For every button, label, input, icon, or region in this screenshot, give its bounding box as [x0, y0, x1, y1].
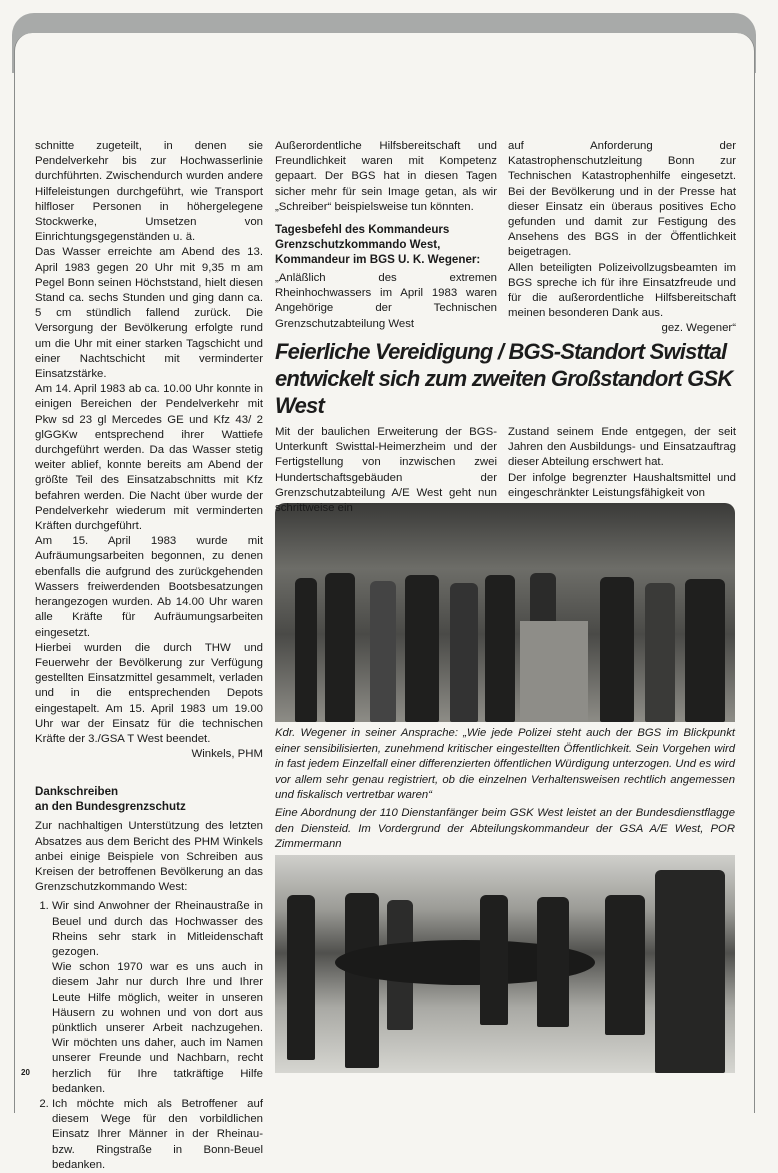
- paragraph: Das Wasser erreichte am Abend des 13. April 1983 gegen 20 Uhr mit 9,35 m am Pegel Bonn seinen Höchststand, hielt diesen Stand ca. sechs Stunden und ging dann ca. 5 cm stündlich fallend zurück. Die Versorgung der Bevölkerung erfolgte rund um die Uhr mit einer starken Tagschicht und einer Nachtschicht mit verminderter Einsatzstärke.: [35, 246, 263, 381]
- article-headline: Feierliche Vereidigung / BGS-Standort Swisttal entwickelt sich zum zweiten Großstandort GSK West: [275, 339, 733, 418]
- heading-line: Dankschreiben: [35, 785, 119, 799]
- photo-ceremony-speech: [275, 503, 735, 722]
- section-heading: Tagesbefehl des Kommandeurs Grenzschutzkommando West, Kommandeur im BGS U. K. Wegener:: [275, 223, 481, 267]
- list-item: [52, 1097, 263, 1173]
- article-body-right: [508, 425, 736, 501]
- paragraph: schnitte zugeteilt, in denen sie Pendelverkehr bis zur Hochwasserlinie durchführten. Zwischendurch wurden andere Hilfeleistungen durchgeführt, wie Transport hilfloser Personen in höhergelegene Stockwerke, Umsetzen von Einrichtungsgegenständen u. ä.: [35, 140, 263, 244]
- photo-caption: Kdr. Wegener in seiner Ansprache: „Wie jede Polizei steht auch der BGS im Blickpunkt einer sensibilisierten, zunehmend kritischer eingestellten Öffentlichkeit. Sein Vorgehen wird in fast jedem Einzelfall einer differenzierten öffentlichen Würdigung unterzogen. Und es wird vor allem sehr genau registriert, ob die einzelnen Verhaltensweisen rechtlich angemessen und fiskalisch vertretbar waren“: [275, 727, 735, 802]
- letters-list: [35, 899, 263, 1173]
- heading-line: an den Bundesgrenzschutz: [35, 800, 186, 814]
- paragraph: Der infolge begrenzter Haushaltsmittel und eingeschränkter Leistungsfähigkeit von: [508, 471, 736, 499]
- column-3: [508, 139, 736, 337]
- page-number: 20: [21, 1068, 30, 1077]
- article-body-left: [275, 425, 497, 516]
- paragraph: Mit der baulichen Erweiterung der BGS-Unterkunft Swisttal-Heimerzheim und der Fertigstellung von inzwischen zwei Hundertschaftsgebäuden der Grenzschutzabteilung A/E West geht nun schrittweise ein: [275, 426, 497, 515]
- letter-text: Wie schon 1970 war es uns auch in diesem Jahr nur durch Ihre und Ihrer Leute Hilfe möglich, weiter in unseren Häusern zu wohnen und von dort aus pünktlich unserer Arbeit nachzugehen. Wir möchten uns daher, auch im Namen unserer Freunde und Nachbarn, recht herzlich für Ihre tatkräftige Hilfe bedanken.: [52, 961, 263, 1095]
- quote: „Anläßlich des extremen Rheinhochwassers im April 1983 waren Angehörige der Technischen Grenzschutzabteilung West: [275, 272, 497, 330]
- photo-caption: Eine Abordnung der 110 Dienstanfänger beim GSK West leistet an der Bundesdienstflagge den Diensteid. Im Vordergrund der Abteilungskommandeur der GSA A/E West, POR Zimmermann: [275, 807, 735, 851]
- letter-text: 1. Wir sind Anwohner der Rheinaustraße in Beuel und durch das Hochwasser des Rheins sehr stark in Mitleidenschaft gezogen.: [52, 900, 263, 958]
- section-heading: [35, 784, 263, 814]
- signature: gez. Wegener“: [661, 322, 736, 335]
- letter-text: 2. Ich möchte mich als Betroffener auf diesem Wege für den vorbildlichen Einsatz Ihrer Männer in der Rheinau- bzw. Ringstraße in Bonn-Beuel bedanken.: [52, 1097, 263, 1171]
- list-item: [52, 899, 263, 1097]
- paragraph: Hierbei wurden die durch THW und Feuerwehr der Bevölkerung zur Verfügung gestellten Einsatzmittel gesammelt, verladen und in die entsprechenden Depots eingestapelt. Am 15. April 1983 um 19.00 Uhr war der Einsatz für die technischen Kräfte der 3./GSA T West beendet.: [35, 641, 263, 745]
- intro: Zur nachhaltigen Unterstützung des letzten Absatzes aus dem Bericht des PHM Winkels anbei einige Beispiele von Schreiben aus Kreisen der betroffenen Bevölkerung an das Grenzschutzkommando West:: [35, 820, 263, 894]
- paragraph: Allen beteiligten Polizeivollzugsbeamten im BGS spreche ich für ihre Einsatzfreude und für die außerordentliche Hilfsbereitschaft meinen besonderen Dank aus.: [508, 261, 736, 320]
- column-1: [35, 139, 263, 1173]
- signature: Winkels, PHM: [191, 748, 263, 761]
- paragraph: Am 14. April 1983 ab ca. 10.00 Uhr konnte in einigen Bereichen der Pendelverkehr mit Pkw sd 23 gl Mercedes GE und Kfz 43/ 2 glGGKw entsprechend ihrer Wattiefe durchgeführt werden. Da das Wasser stetig weiter ablief, konnte bereits am Abend der größte Teil des Einsatzabschnitts mit Kfz befahren werden. Die Nacht über wurde der Pendelverkehr wiederum mit verminderten Kräften durchgeführt.: [35, 383, 263, 533]
- paragraph: auf Anforderung der Katastrophenschutzleitung Bonn zur Technischen Katastrophenhilfe eingesetzt. Bei der Bevölkerung und in der Presse hat dieser Einsatz ein überaus positives Echo gefunden und damit zur Festigung des Ansehens des BGS in der Öffentlichkeit beigetragen.: [508, 140, 736, 259]
- column-2: [275, 139, 497, 332]
- paragraph: Zustand seinem Ende entgegen, der seit Jahren den Ausbildungs- und Einsatzauftrag dieser Abteilung erschwert hat.: [508, 426, 736, 469]
- photo-flag-oath: [275, 855, 735, 1073]
- paragraph: Außerordentliche Hilfsbereitschaft und Freundlichkeit waren mit Kompetenz gepaart. Der BGS hat in diesen Tagen sicher mehr für sein Image getan, als wir „Schreiber“ beispielsweise tun könnten.: [275, 140, 497, 213]
- paragraph: Am 15. April 1983 wurde mit Aufräumungsarbeiten begonnen, zu denen ebenfalls die aufgrund des zurückgehenden Wassers freiwerdenden Bootsbesatzungen herangezogen wurden. Ab 14.00 Uhr waren alle Kräfte für Aufräumungsarbeiten eingesetzt.: [35, 535, 263, 639]
